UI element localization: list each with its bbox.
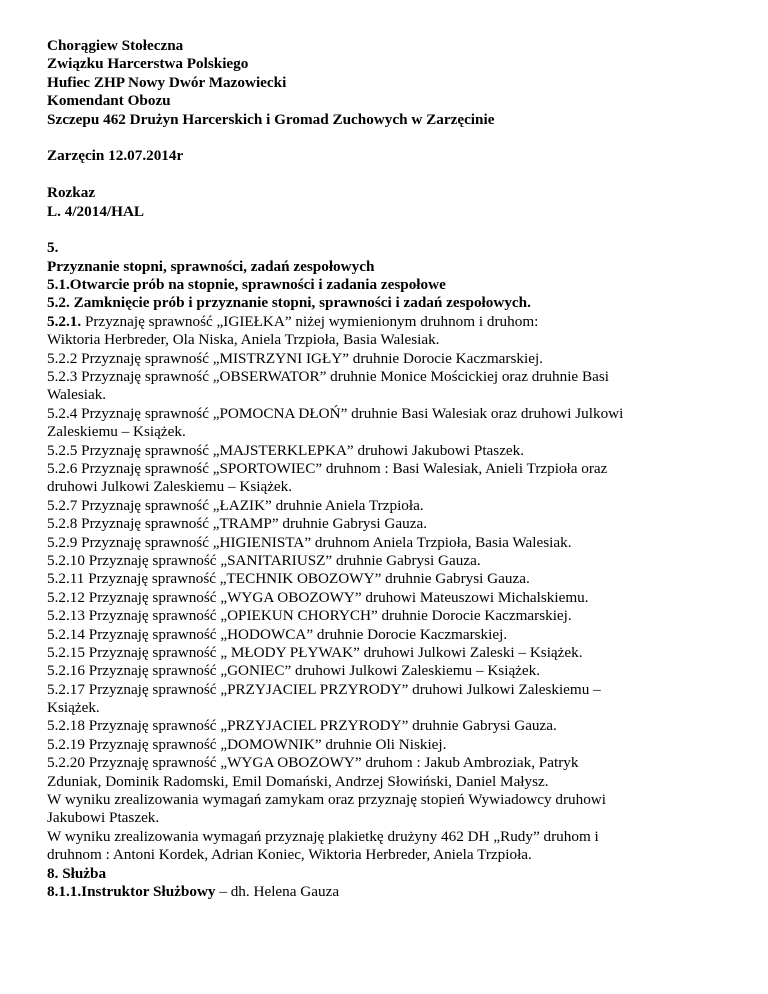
list-item-continuation: Książek. [47, 699, 100, 717]
list-item-continuation: Zduniak, Dominik Radomski, Emil Domański, Andrzej Słowiński, Daniel Małysz. [47, 772, 549, 790]
list-item-continuation: Zaleskiemu – Książek. [47, 423, 186, 441]
paragraph-continuation: druhnom : Antoni Kordek, Adrian Koniec, Wiktoria Herbreder, Aniela Trzpioła. [47, 846, 532, 864]
list-item: 5.2.12 Przyznaję sprawność „WYGA OBOZOWY” druhowi Mateuszowi Michalskiemu. [47, 588, 589, 606]
list-item: 5.2.5 Przyznaję sprawność „MAJSTERKLEPKA” druhowi Jakubowi Ptaszek. [47, 441, 525, 459]
item-number: 5.2.1. [47, 312, 82, 330]
place-date: Zarzęcin 12.07.2014r [47, 147, 184, 165]
subsection-title: 5.1.Otwarcie prób na stopnie, sprawności i zadania zespołowe [47, 276, 446, 294]
paragraph: W wyniku zrealizowania wymagań zamykam oraz przyznaję stopień Wywiadowcy druhowi [47, 791, 606, 809]
header-line: Związku Harcerstwa Polskiego [47, 55, 249, 73]
section-title: Przyznanie stopni, sprawności, zadań zespołowych [47, 257, 375, 275]
section-title: 8. Służba [47, 864, 107, 882]
order-document [47, 37, 737, 901]
list-item: 5.2.18 Przyznaję sprawność „PRZYJACIEL PRZYRODY” druhnie Gabrysi Gauza. [47, 717, 557, 735]
list-item: 5.2.2 Przyznaję sprawność „MISTRZYNI IGŁY” druhnie Dorocie Kaczmarskiej. [47, 349, 543, 367]
list-item-continuation: druhowi Julkowi Zaleskiemu – Książek. [47, 478, 293, 496]
order-number: L. 4/2014/HAL [47, 202, 145, 220]
duty-line [47, 883, 737, 901]
list-item: 5.2.10 Przyznaję sprawność „SANITARIUSZ” druhnie Gabrysi Gauza. [47, 551, 481, 569]
spacer [47, 166, 737, 184]
list-item: 5.2.6 Przyznaję sprawność „SPORTOWIEC” druhnom : Basi Walesiak, Anieli Trzpioła oraz [47, 459, 608, 477]
header-line: Chorągiew Stołeczna [47, 37, 184, 54]
item-text: Przyznaję sprawność „IGIEŁKA” niżej wymienionym druhnom i druhom: [81, 312, 539, 330]
list-item: 5.2.16 Przyznaję sprawność „GONIEC” druhowi Julkowi Zaleskiemu – Książek. [47, 662, 541, 680]
list-item: 5.2.14 Przyznaję sprawność „HODOWCA” druhnie Dorocie Kaczmarskiej. [47, 625, 508, 643]
order-title: Rozkaz [47, 184, 96, 202]
list-item: 5.2.15 Przyznaję sprawność „ MŁODY PŁYWAK” druhowi Julkowi Zaleski – Książek. [47, 643, 583, 661]
spacer [47, 129, 737, 147]
list-item [47, 313, 737, 331]
header-line: Komendant Obozu [47, 92, 171, 110]
duty-value: – dh. Helena Gauza [215, 882, 340, 900]
duty-label: 8.1.1.Instruktor Służbowy [47, 882, 216, 900]
list-item: 5.2.17 Przyznaję sprawność „PRZYJACIEL PRZYRODY” druhowi Julkowi Zaleskiemu – [47, 680, 601, 698]
list-item-continuation: Walesiak. [47, 386, 107, 404]
list-item: 5.2.4 Przyznaję sprawność „POMOCNA DŁOŃ” druhnie Basi Walesiak oraz druhowi Julkowi [47, 404, 624, 422]
header-line: Szczepu 462 Drużyn Harcerskich i Gromad Zuchowych w Zarzęcinie [47, 110, 495, 128]
list-item-continuation: Wiktoria Herbreder, Ola Niska, Aniela Trzpioła, Basia Walesiak. [47, 331, 440, 349]
paragraph-continuation: Jakubowi Ptaszek. [47, 809, 160, 827]
list-item: 5.2.3 Przyznaję sprawność „OBSERWATOR” druhnie Monice Mościckiej oraz druhnie Basi [47, 368, 609, 386]
spacer [47, 221, 737, 239]
list-item: 5.2.13 Przyznaję sprawność „OPIEKUN CHORYCH” druhnie Dorocie Kaczmarskiej. [47, 607, 572, 625]
list-item: 5.2.8 Przyznaję sprawność „TRAMP” druhnie Gabrysi Gauza. [47, 515, 428, 533]
paragraph: W wyniku zrealizowania wymagań przyznaję plakietkę drużyny 462 DH „Rudy” druhom i [47, 827, 599, 845]
list-item: 5.2.9 Przyznaję sprawność „HIGIENISTA” druhnom Aniela Trzpioła, Basia Walesiak. [47, 533, 572, 551]
header-line: Hufiec ZHP Nowy Dwór Mazowiecki [47, 73, 287, 91]
subsection-title: 5.2. Zamknięcie prób i przyznanie stopni, sprawności i zadań zespołowych. [47, 294, 531, 312]
section-number: 5. [47, 239, 59, 257]
list-item: 5.2.19 Przyznaję sprawność „DOMOWNIK” druhnie Oli Niskiej. [47, 735, 447, 753]
list-item: 5.2.20 Przyznaję sprawność „WYGA OBOZOWY” druhom : Jakub Ambroziak, Patryk [47, 754, 579, 772]
list-item: 5.2.7 Przyznaję sprawność „ŁAZIK” druhnie Aniela Trzpioła. [47, 496, 424, 514]
list-item: 5.2.11 Przyznaję sprawność „TECHNIK OBOZOWY” druhnie Gabrysi Gauza. [47, 570, 530, 588]
document-header [47, 37, 737, 129]
